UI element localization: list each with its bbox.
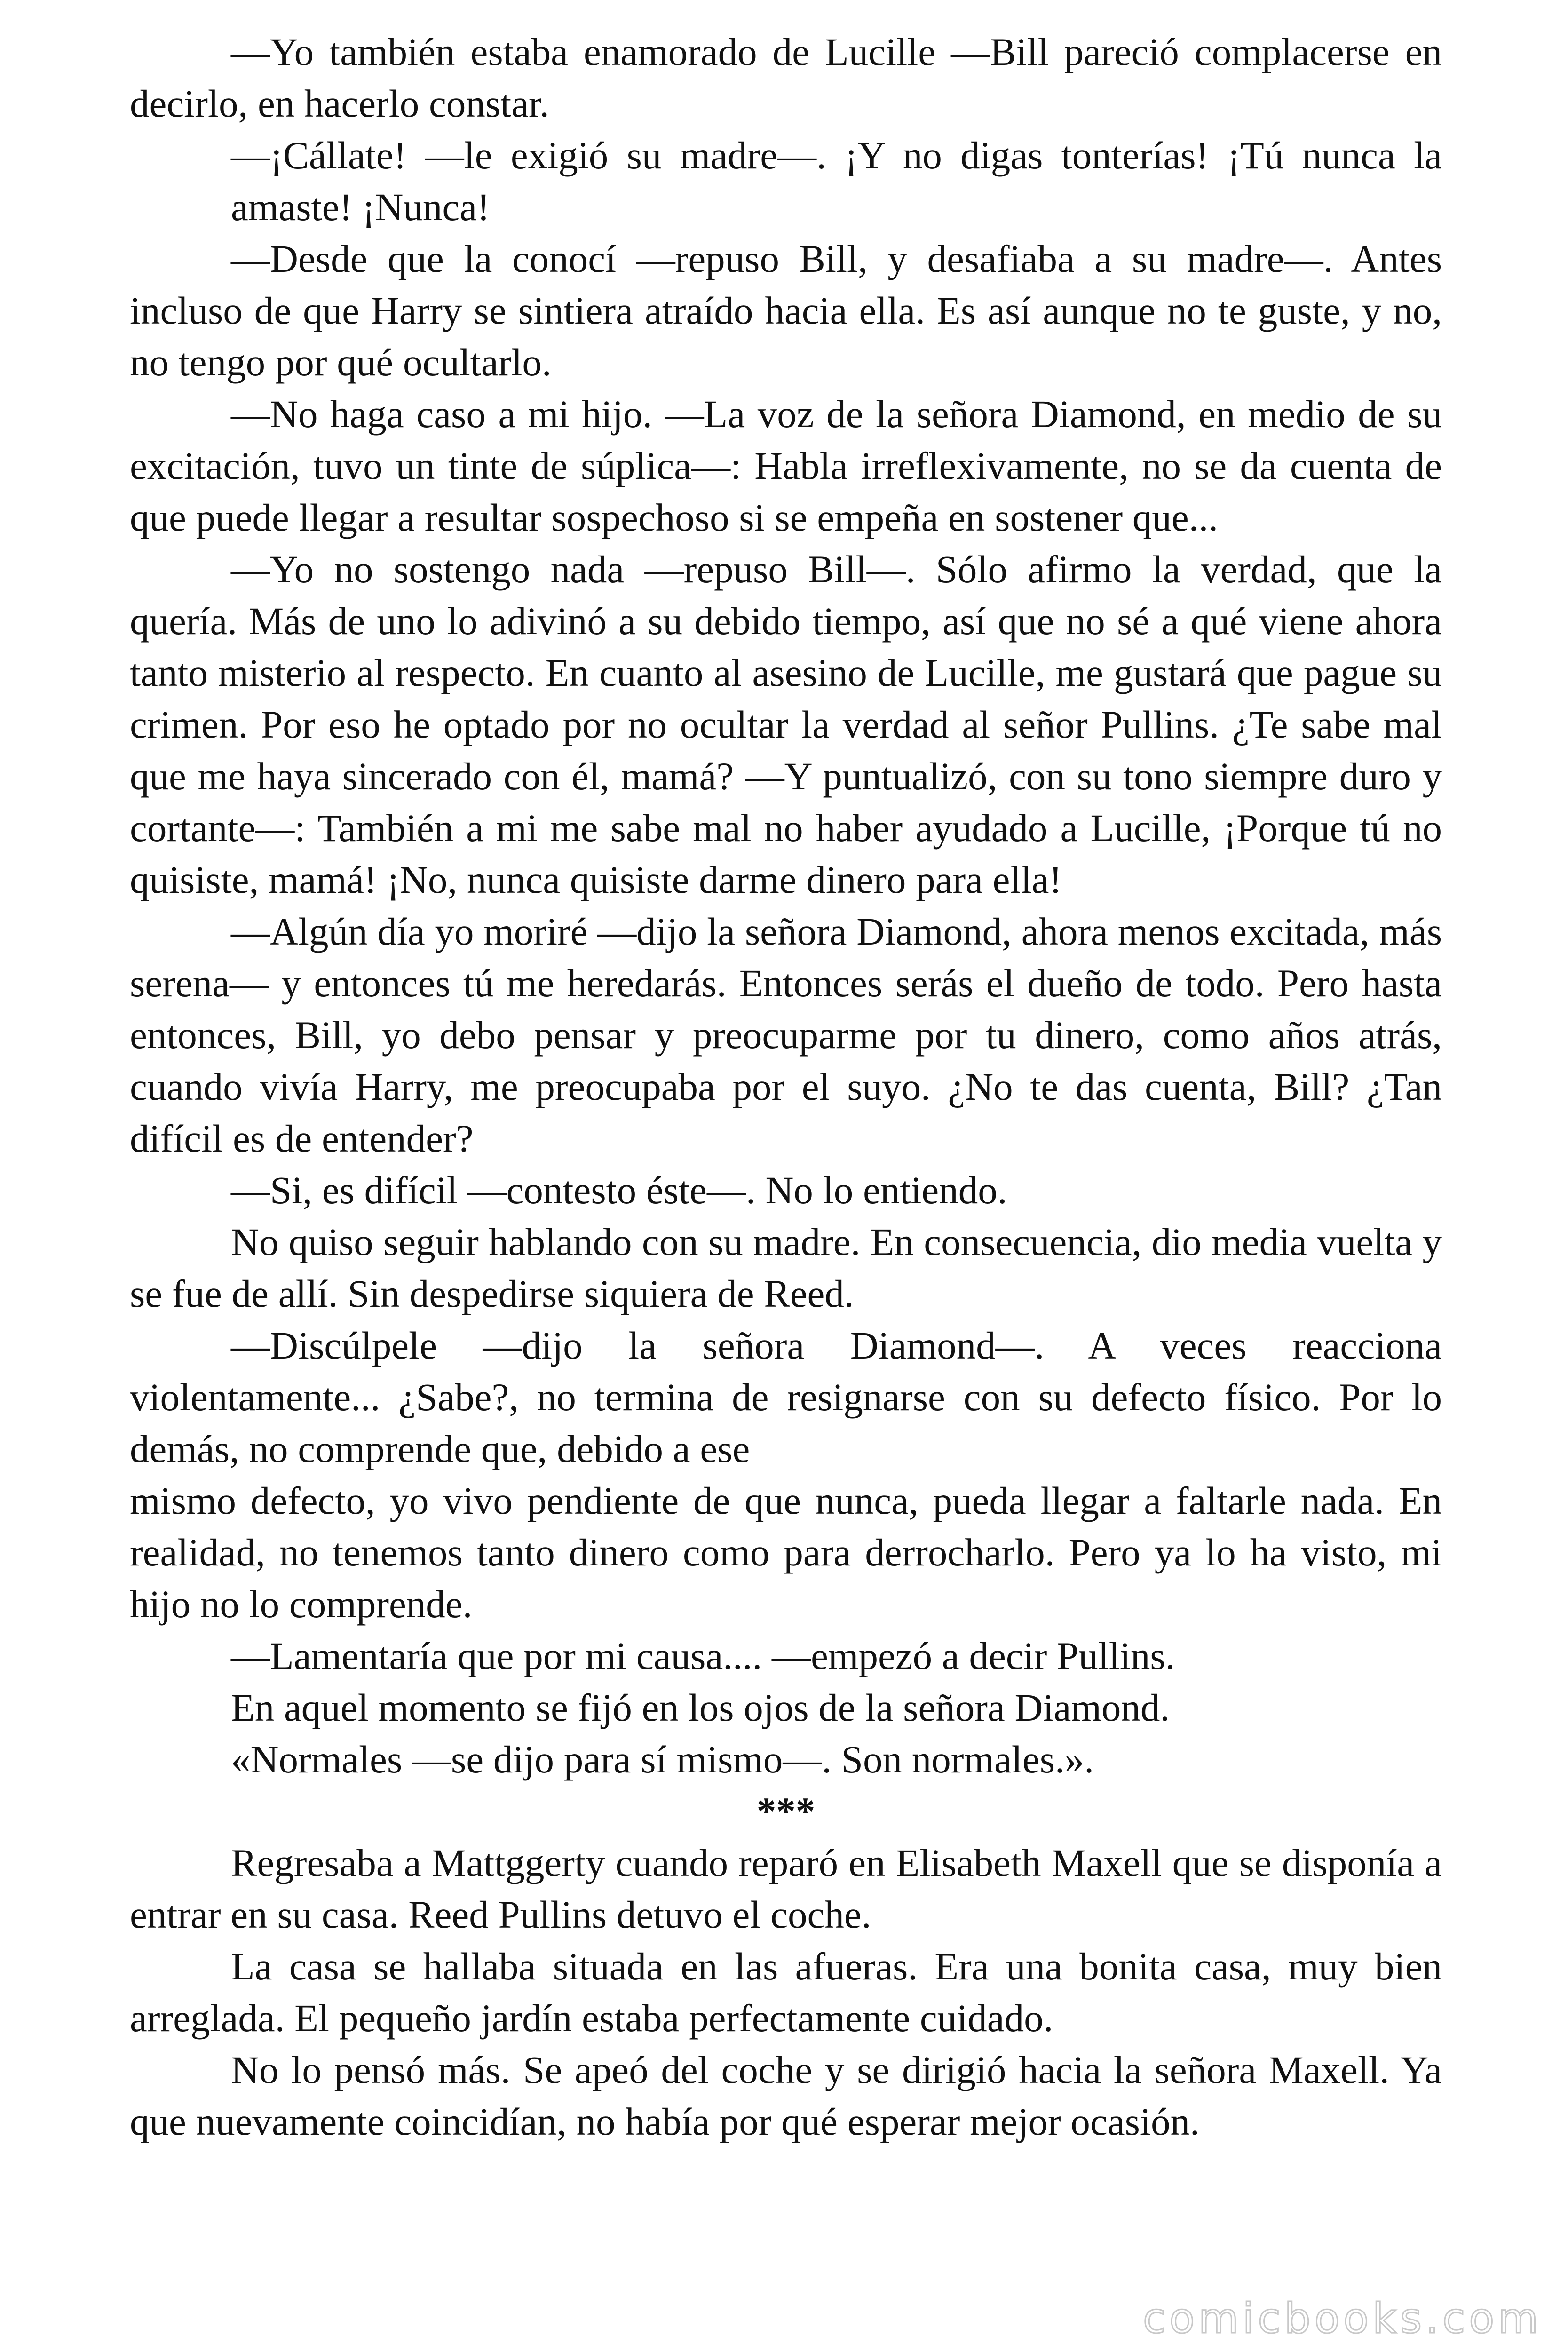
paragraph: —Algún día yo moriré —dijo la señora Diamond, ahora menos excitada, más serena— y entonces tú me heredarás. Entonces serás el dueño de todo. Pero hasta entonces, Bill, yo debo pensar y preocuparme por tu dinero, como años atrás, cuando vivía Harry, me preocupaba por el suyo. ¿No te das cuenta, Bill? ¿Tan difícil es de entender? [130, 910, 1442, 1160]
paragraph: —No haga caso a mi hijo. —La voz de la señora Diamond, en medio de su excitación, tuvo un tinte de súplica—: Habla irreflexivamente, no se da cuenta de que puede llegar a resultar sospechoso si se empeña en sostener que... [130, 392, 1442, 539]
watermark: comicbooks.com [1142, 2294, 1542, 2343]
paragraph: «Normales —se dijo para sí mismo—. Son normales.». [231, 1738, 1094, 1781]
document-page [130, 26, 1442, 2147]
paragraph: —¡Cállate! —le exigió su madre—. ¡Y no digas tonterías! ¡Tú nunca la amaste! ¡Nunca! [231, 134, 1442, 229]
paragraph: —Yo no sostengo nada —repuso Bill—. Sólo afirmo la verdad, que la quería. Más de uno lo adivinó a su debido tiempo, así que no sé a qué viene ahora tanto misterio al respecto. En cuanto al asesino de Lucille, me gustará que pague su crimen. Por eso he optado por no ocultar la verdad al señor Pullins. ¿Te sabe mal que me haya sincerado con él, mamá? —Y puntualizó, con su tono siempre duro y cortante—: También a mi me sabe mal no haber ayudado a Lucille, ¡Porque tú no quisiste, mamá! ¡No, nunca quisiste darme dinero para ella! [130, 548, 1442, 901]
paragraph: En aquel momento se fijó en los ojos de la señora Diamond. [231, 1686, 1170, 1729]
paragraph: Regresaba a Mattggerty cuando reparó en Elisabeth Maxell que se disponía a entrar en su casa. Reed Pullins detuvo el coche. [130, 1841, 1442, 1936]
paragraph: —Si, es difícil —contesto éste—. No lo entiendo. [231, 1168, 1007, 1212]
paragraph: —Yo también estaba enamorado de Lucille —Bill pareció complacerse en decirlo, en hacerlo constar. [130, 30, 1442, 125]
paragraph: No quiso seguir hablando con su madre. En consecuencia, dio media vuelta y se fue de allí. Sin despedirse siquiera de Reed. [130, 1220, 1442, 1315]
paragraph: No lo pensó más. Se apeó del coche y se dirigió hacia la señora Maxell. Ya que nuevamente coincidían, no había por qué esperar mejor ocasión. [130, 2048, 1442, 2143]
paragraph: mismo defecto, yo vivo pendiente de que nunca, pueda llegar a faltarle nada. En realidad, no tenemos tanto dinero como para derrocharlo. Pero ya lo ha visto, mi hijo no lo comprende. [130, 1479, 1442, 1626]
paragraph: —Discúlpele —dijo la señora Diamond—. A veces reacciona violentamente... ¿Sabe?, no termina de resignarse con su defecto físico. Por lo demás, no comprende que, debido a ese [130, 1324, 1442, 1470]
paragraph: —Lamentaría que por mi causa.... —empezó a decir Pullins. [231, 1634, 1175, 1677]
paragraph: —Desde que la conocí —repuso Bill, y desafiaba a su madre—. Antes incluso de que Harry se sintiera atraído hacia ella. Es así aunque no te guste, y no, no tengo por qué ocultarlo. [130, 237, 1442, 384]
paragraph: La casa se hallaba situada en las afueras. Era una bonita casa, muy bien arreglada. El pequeño jardín estaba perfectamente cuidado. [130, 1945, 1442, 2040]
section-separator: *** [756, 1789, 816, 1833]
